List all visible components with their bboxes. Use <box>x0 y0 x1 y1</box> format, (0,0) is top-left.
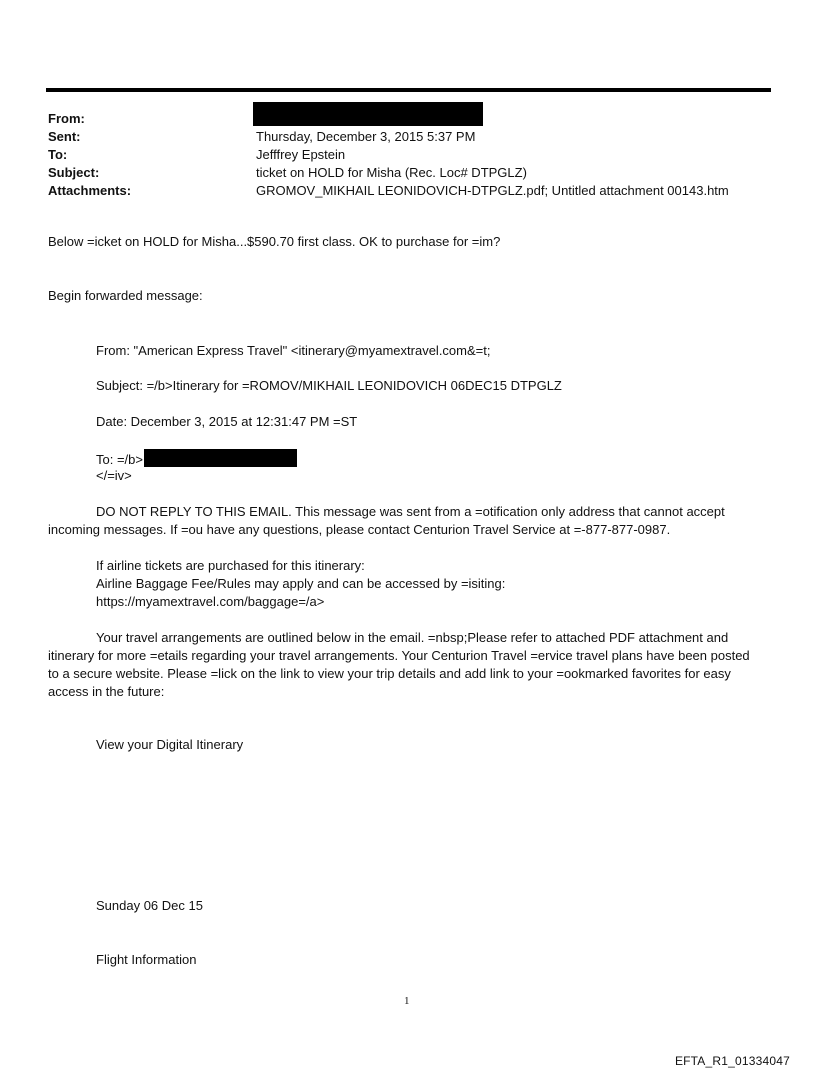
no-reply-notice: DO NOT REPLY TO THIS EMAIL. This message was sent from a =otification only address that cannot accept incoming messages. If =ou have any questions, please contact Centurion Travel Service at =-877-877-0987. <box>48 504 725 537</box>
date-heading: Sunday 06 Dec 15 <box>96 898 203 913</box>
view-itinerary-link[interactable]: View your Digital Itinerary <box>96 737 244 752</box>
to-value: Jefffrey Epstein <box>256 147 346 162</box>
document-id: EFTA_R1_01334047 <box>674 1054 790 1068</box>
intro-line: Below =icket on HOLD for Misha...$590.70 first class. OK to purchase for =im? <box>48 234 501 249</box>
fwd-to: To: =/b> <box>96 452 143 467</box>
fwd-date: Date: December 3, 2015 at 12:31:47 PM =ST <box>96 414 358 429</box>
from-label: From: <box>48 111 85 126</box>
fwd-subject: Subject: =/b>Itinerary for =ROMOV/MIKHAIL LEONIDOVICH 06DEC15 DTPGLZ <box>96 378 562 393</box>
baggage-link[interactable]: https://myamextravel.com/baggage=/a> <box>96 594 325 609</box>
page-number: 1 <box>404 995 410 1007</box>
to-row <box>48 146 768 164</box>
subject-value: ticket on HOLD for Misha (Rec. Loc# DTPGLZ) <box>256 165 527 180</box>
baggage-line-1: If airline tickets are purchased for this itinerary: <box>96 558 365 573</box>
email-header <box>48 110 768 200</box>
subject-label: Subject: <box>48 165 100 180</box>
flight-info-heading: Flight Information <box>96 952 197 967</box>
sent-value: Thursday, December 3, 2015 5:37 PM <box>256 129 476 144</box>
redaction-box <box>144 449 297 467</box>
baggage-line-2: Airline Baggage Fee/Rules may apply and can be accessed by =isiting: <box>96 576 506 591</box>
fwd-to-line <box>96 449 297 469</box>
to-label: To: <box>48 147 68 162</box>
div-close: </=iv> <box>96 468 132 483</box>
attachments-row <box>48 182 768 200</box>
attachments-value: GROMOV_MIKHAIL LEONIDOVICH-DTPGLZ.pdf; Untitled attachment 00143.htm <box>256 183 729 198</box>
subject-row <box>48 164 768 182</box>
attachments-label: Attachments: <box>48 183 132 198</box>
sent-row <box>48 128 768 146</box>
redaction-box <box>253 102 483 126</box>
header-rule <box>46 88 771 92</box>
arrangements-paragraph: Your travel arrangements are outlined below in the email. =nbsp;Please refer to attached PDF attachment and itinerary for more =etails regarding your travel arrangements. Your Centurion Travel =ervice travel plans have been posted to a secure website. Please =lick on the link to view your trip details and add link to your =ookmarked favorites for easy access in the future: <box>48 630 750 699</box>
from-row <box>48 110 768 128</box>
begin-forwarded: Begin forwarded message: <box>48 288 203 303</box>
fwd-from: From: "American Express Travel" <itinerary@myamextravel.com&=t; <box>96 343 491 358</box>
sent-label: Sent: <box>48 129 81 144</box>
